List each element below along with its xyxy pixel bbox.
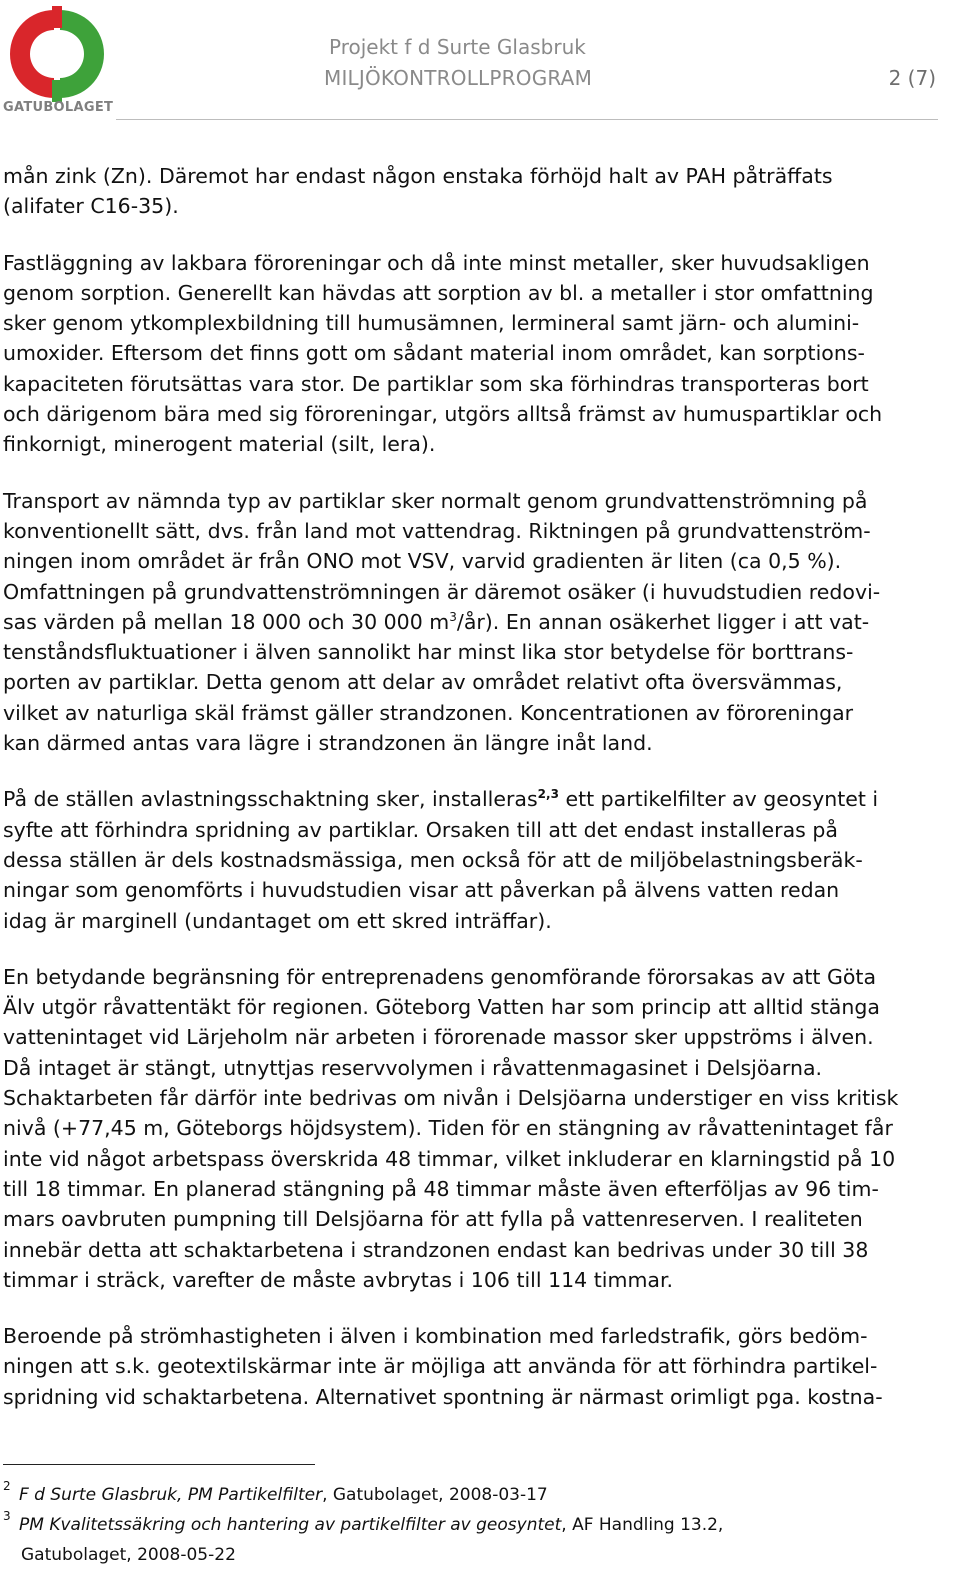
- text-line: sker genom ytkomplexbildning till humusämnen, lermineral samt järn- och alumini-: [3, 311, 860, 336]
- footnote-3-continuation: Gatubolaget, 2008-05-22: [21, 1545, 236, 1565]
- text-line: porten av partiklar. Detta genom att delar av området relativt ofta översvämmas,: [3, 670, 843, 695]
- text-line: vilket av naturliga skäl främst gäller strandzonen. Koncentrationen av föroreningar: [3, 700, 854, 725]
- footnote-title: PM Kvalitetssäkring och hantering av partikelfilter av geosyntet: [19, 1515, 562, 1535]
- text-line: ningen inom området är från ONO mot VSV, varvid gradienten är liten (ca 0,5 %).: [3, 549, 842, 574]
- text-line: En betydande begränsning för entreprenadens genomförande förorsakas av att Göta: [3, 964, 877, 989]
- text-line: finkornigt, minerogent material (silt, lera).: [3, 432, 436, 457]
- text-line: innebär detta att schaktarbetena i strandzonen endast kan bedrivas under 30 till 38: [3, 1237, 869, 1262]
- text-line: [3, 784, 957, 814]
- text-line: till 18 timmar. En planerad stängning på 48 timmar måste även efterföljas av 96 tim-: [3, 1176, 879, 1201]
- text-line: kapaciteten förutsättas vara stor. De partiklar som ska förhindras transporteras bort: [3, 371, 869, 396]
- project-title: Projekt f d Surte Glasbruk: [329, 35, 586, 59]
- text-line: konventionellt sätt, dvs. från land mot vattendrag. Riktningen på grundvattenström-: [3, 518, 871, 543]
- text-line: ningen att s.k. geotextilskärmar inte är möjliga att använda för att förhindra partikel-: [3, 1354, 878, 1379]
- logo-caption: GATUBOLAGET: [3, 100, 114, 115]
- text-line: Schaktarbeten får därför inte bedrivas om nivån i Delsjöarna understiger en viss kritisk: [3, 1086, 899, 1111]
- text-segment: sas värden på mellan 18 000 och 30 000 m: [3, 609, 450, 634]
- footnote-reference[interactable]: 2,3: [537, 787, 559, 802]
- text-line: genom sorption. Generellt kan hävdas att sorption av bl. a metaller i stor omfattning: [3, 280, 874, 305]
- paragraph-3: [3, 486, 957, 759]
- text-line: syfte att förhindra spridning av partiklar. Orsaken till att det endast installeras på: [3, 817, 838, 842]
- text-line: idag är marginell (undantaget om ett skred inträffar).: [3, 908, 552, 933]
- footnote-2: [3, 1480, 953, 1510]
- text-line: mån zink (Zn). Däremot har endast någon enstaka förhöjd halt av PAH påträffats: [3, 164, 833, 188]
- footnotes: [3, 1480, 953, 1570]
- text-line: [3, 607, 957, 637]
- paragraph-2: [3, 248, 957, 460]
- text-line: Fastläggning av lakbara föroreningar och då inte minst metaller, sker huvudsakligen: [3, 250, 870, 275]
- paragraph-4: [3, 784, 957, 935]
- page-header: [0, 0, 960, 122]
- text-segment: /år). En annan osäkerhet ligger i att vat-: [456, 609, 870, 634]
- superscript-cubed: 3: [449, 610, 457, 625]
- footnote-number: 2: [3, 1479, 11, 1493]
- footnote-number: 3: [3, 1509, 11, 1523]
- text-line: umoxider. Eftersom det finns gott om sådant material inom området, kan sorptions-: [3, 341, 865, 366]
- text-line: mars oavbruten pumpning till Delsjöarna för att fylla på vattenreserven. I realiteten: [3, 1207, 863, 1232]
- text-line: vattenintaget vid Lärjeholm när arbeten i förorenade massor sker uppströms i älven.: [3, 1025, 874, 1050]
- paragraph-6: [3, 1321, 957, 1412]
- text-line: timmar i sträck, varefter de måste avbrytas i 106 till 114 timmar.: [3, 1267, 674, 1292]
- text-line: (alifater C16-35).: [3, 194, 179, 219]
- text-line: Älv utgör råvattentäkt för regionen. Göteborg Vatten har som princip att alltid stänga: [3, 995, 880, 1020]
- footnote-source: , AF Handling 13.2,: [561, 1515, 724, 1535]
- text-line: spridning vid schaktarbetena. Alternativet spontning är närmast orimligt pga. kostna-: [3, 1384, 883, 1409]
- footnote-3: [3, 1510, 953, 1540]
- text-line: nivå (+77,45 m, Göteborgs höjdsystem). Tiden för en stängning av råvattenintaget får: [3, 1116, 893, 1141]
- document-title: MILJÖKONTROLLPROGRAM: [324, 66, 593, 90]
- footnote-title: F d Surte Glasbruk, PM Partikelfilter: [19, 1485, 323, 1505]
- footnote-source: , Gatubolaget, 2008-03-17: [322, 1485, 548, 1505]
- text-segment: På de ställen avlastningsschaktning sker, installeras: [3, 787, 538, 812]
- text-line: Beroende på strömhastigheten i älven i kombination med farledstrafik, görs bedöm-: [3, 1324, 868, 1349]
- text-segment: ett partikelfilter av geosyntet i: [558, 787, 879, 812]
- text-line: dessa ställen är dels kostnadsmässiga, men också för att de miljöbelastningsberäk-: [3, 847, 863, 872]
- text-line: tenståndsfluktuationer i älven sannolikt har minst lika stor betydelse för borttrans-: [3, 640, 854, 665]
- paragraph-1: [3, 161, 957, 222]
- text-line: kan därmed antas vara lägre i strandzonen än längre inåt land.: [3, 731, 653, 756]
- text-line: Transport av nämnda typ av partiklar sker normalt genom grundvattenströmning på: [3, 488, 868, 513]
- text-line: inte vid något arbetspass överskrida 48 timmar, vilket inkluderar en klarningstid på 10: [3, 1146, 896, 1171]
- header-rule: [116, 119, 938, 120]
- text-line: Omfattningen på grundvattenströmningen är däremot osäker (i huvudstudien redovi-: [3, 579, 881, 604]
- text-line: ningar som genomförts i huvudstudien visar att påverkan på älvens vatten redan: [3, 878, 840, 903]
- text-line: Då intaget är stängt, utnyttjas reservvolymen i råvattenmagasinet i Delsjöarna.: [3, 1055, 823, 1080]
- text-line: och därigenom bära med sig föroreningar, utgörs alltså främst av humuspartiklar och: [3, 402, 883, 427]
- footnote-separator: [3, 1464, 315, 1465]
- paragraph-5: [3, 962, 957, 1295]
- body-text: [3, 161, 957, 1438]
- page-indicator: 2 (7): [888, 66, 936, 90]
